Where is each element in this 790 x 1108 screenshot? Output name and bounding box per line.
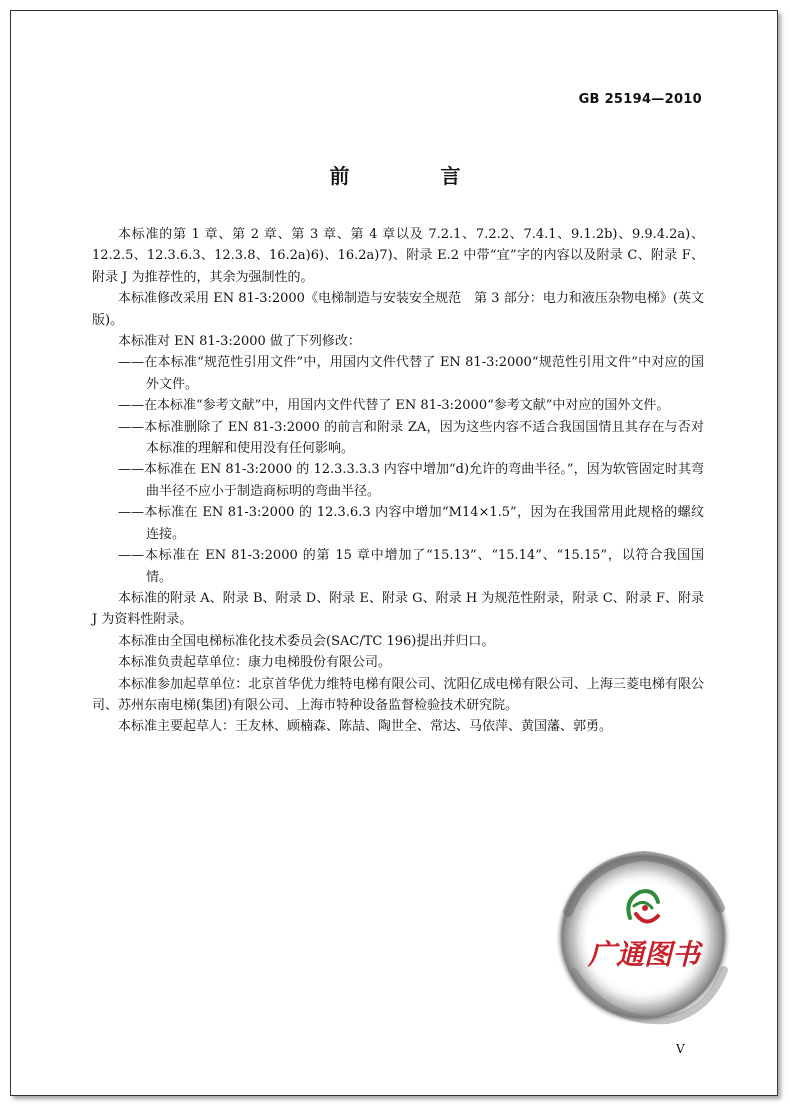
paragraph: 本标准的第 1 章、第 2 章、第 3 章、第 4 章以及 7.2.1、7.2.2、7.4.1、9.1.2b)、9.9.4.2a)、12.2.5、12.3.6.3、12.3.8、16.2a)6)、16.2a)7)、附录 E.2 中带“宜”字的内容以及附录 C、附录 F、附录 J 为推荐性的，其余为强制性的。 bbox=[92, 227, 704, 285]
paragraph: 本标准修改采用 EN 81-3:2000《电梯制造与安装安全规范 第 3 部分：电力和液压杂物电梯》(英文版)。 bbox=[92, 291, 704, 328]
standard-code: GB 25194—2010 bbox=[578, 92, 702, 107]
paragraph: 本标准主要起草人：王友林、顾楠森、陈喆、陶世全、常达、马依萍、黄国藩、郭勇。 bbox=[118, 719, 613, 735]
paragraph: 本标准参加起草单位：北京首华优力维特电梯有限公司、沈阳亿成电梯有限公司、上海三菱电梯有限公司、苏州东南电梯(集团)有限公司、上海市特种设备监督检验技术研究院。 bbox=[92, 676, 704, 713]
foreword-body bbox=[92, 224, 704, 738]
seal-text: 广通图书 bbox=[587, 938, 701, 971]
paragraph: 本标准负责起草单位：康力电梯股份有限公司。 bbox=[118, 655, 392, 671]
paragraph: 本标准的附录 A、附录 B、附录 D、附录 E、附录 G、附录 H 为规范性附录，附录 C、附录 F、附录 J 为资料性附录。 bbox=[92, 590, 704, 628]
list-item: ——在本标准“规范性引用文件”中，用国内文件代替了 EN 81-3:2000“规范性引用文件”中对应的国外文件。 bbox=[118, 355, 704, 392]
page-number: V bbox=[676, 1042, 685, 1056]
page-title: 前 言 bbox=[329, 164, 503, 188]
list-item: ——在本标准“参考文献”中，用国内文件代替了 EN 81-3:2000“参考文献”中对应的国外文件。 bbox=[118, 398, 670, 414]
list-item: ——本标准删除了 EN 81-3:2000 的前言和附录 ZA，因为这些内容不适合我国国情且其存在与否对本标准的理解和使用没有任何影响。 bbox=[118, 419, 704, 457]
publisher-seal bbox=[548, 842, 738, 1032]
paragraph: 本标准由全国电梯标准化技术委员会(SAC/TC 196)提出并归口。 bbox=[118, 633, 495, 649]
paragraph: 本标准对 EN 81-3:2000 做了下列修改： bbox=[118, 334, 361, 350]
list-item: ——本标准在 EN 81-3:2000 的第 15 章中增加了“15.13”、“15.14”、“15.15”，以符合我国国情。 bbox=[118, 548, 704, 585]
list-item: ——本标准在 EN 81-3:2000 的 12.3.6.3 内容中增加“M14×1.5”，因为在我国常用此规格的螺纹连接。 bbox=[118, 505, 704, 542]
list-item: ——本标准在 EN 81-3:2000 的 12.3.3.3.3 内容中增加“d)允许的弯曲半径。”，因为软管固定时其弯曲半径不应小于制造商标明的弯曲半径。 bbox=[118, 462, 704, 499]
